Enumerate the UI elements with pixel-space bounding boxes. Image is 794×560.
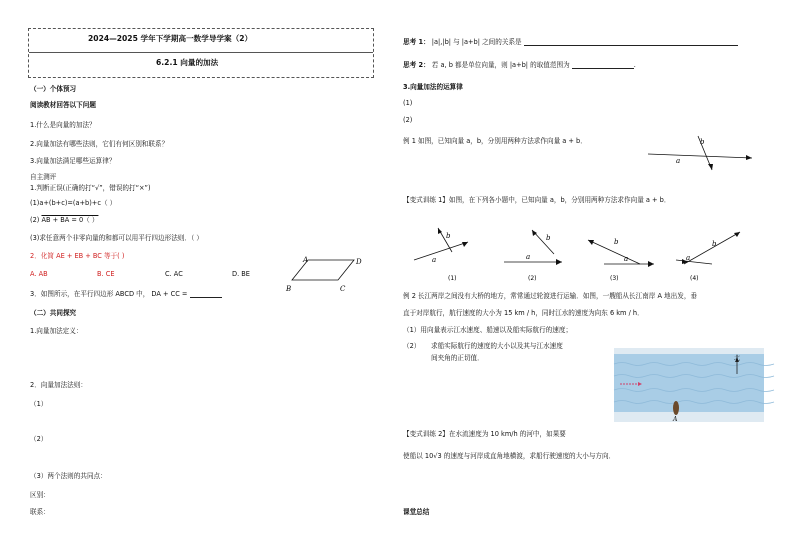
think-2-label: 思考 2： bbox=[403, 61, 430, 69]
vertex-b: B bbox=[286, 285, 292, 293]
parallelogram-question-text: 3．如图所示，在平行四边形 ABCD 中， bbox=[30, 290, 150, 298]
river-figure bbox=[614, 348, 764, 422]
header-divider bbox=[29, 52, 373, 53]
boat-point-a: A bbox=[673, 416, 678, 423]
think-1 bbox=[403, 38, 738, 46]
example-2-question-2-line-1: 求船实际航行的速度的大小以及其与江水速度 bbox=[431, 342, 563, 350]
example-2-line-1: 例 2 长江两岸之间没有大桥的地方，常常通过轮渡进行运输．如图，一艘船从长江南岸 A 地出发，垂 bbox=[403, 292, 698, 300]
variant-2-line-2: 使船以 10√3 的速度与河岸成直角地横渡，求船行驶速度的大小与方向． bbox=[403, 452, 616, 460]
explore-rule-2: （2） bbox=[30, 435, 48, 443]
vector-b-arrowhead bbox=[708, 164, 713, 170]
example-2-question-1: （1）用向量表示江水速度、船速以及船实际航行的速度； bbox=[403, 326, 573, 334]
vertex-d: D bbox=[356, 258, 362, 266]
vertex-a: A bbox=[303, 256, 309, 264]
variant-1-figure-2 bbox=[500, 224, 580, 282]
option-c: C. AC bbox=[165, 270, 183, 278]
fig4-vector-b bbox=[684, 232, 740, 264]
fig2-label-b: b bbox=[546, 234, 551, 242]
parallelogram-shape bbox=[292, 260, 354, 280]
variant-2-line-1: 【变式训练 2】在水流速度为 10 km/h 的河中，如果要 bbox=[403, 430, 566, 438]
boat-icon bbox=[673, 401, 679, 415]
example-1: 例 1 如图，已知向量 a，b，分别用两种方法求作向量 a + b． bbox=[403, 137, 587, 145]
question-3: 3.向量加法满足哪些运算律？ bbox=[30, 157, 116, 165]
fig2-arrow-a bbox=[556, 259, 562, 265]
variant-1: 【变式训练 1】如图，在下列各小题中，已知向量 a，b，分别用两种方法求作向量 a + b． bbox=[403, 196, 671, 204]
section-joint-exploration: （二）共同探究 bbox=[30, 309, 77, 317]
explore-definition: 1.向量加法定义： bbox=[30, 327, 83, 335]
fig1-arrow-a bbox=[462, 242, 468, 247]
ex1-label-a: a bbox=[676, 157, 681, 165]
summary-heading: 课堂总结 bbox=[403, 508, 430, 516]
ex1-label-b: b bbox=[700, 138, 705, 146]
fig4-vector-a bbox=[676, 260, 712, 264]
judge-item-2-number: (2) bbox=[30, 216, 40, 224]
fig2-caption: (2) bbox=[528, 275, 537, 282]
option-b: B. CE bbox=[97, 270, 115, 278]
vector-a-arrowhead bbox=[746, 155, 752, 160]
north-label: 北 bbox=[734, 355, 741, 362]
think-1-blank[interactable] bbox=[524, 45, 738, 46]
lesson-title: 6.2.1 向量的加法 bbox=[156, 58, 219, 67]
judge-item-2 bbox=[30, 216, 98, 224]
fig4-label-a: a bbox=[686, 254, 691, 262]
explore-connection: 联系： bbox=[30, 508, 50, 516]
example-2-line-2: 直于对岸航行，航行速度的大小为 15 km / h，同时江水的速度为向东 6 km / h． bbox=[403, 309, 644, 317]
parallelogram-question bbox=[30, 290, 222, 298]
fig1-label-b: b bbox=[446, 232, 451, 240]
variant-1-figure-4 bbox=[672, 224, 752, 282]
law-2: (2) bbox=[403, 116, 413, 124]
fig1-vector-a bbox=[414, 242, 468, 260]
example-1-figure bbox=[648, 136, 758, 172]
answer-blank[interactable] bbox=[190, 297, 222, 298]
question-2: 2.向量加法有哪些法则，它们有何区别和联系？ bbox=[30, 140, 169, 148]
explore-rule-1: （1） bbox=[30, 400, 48, 408]
explore-difference: 区别： bbox=[30, 491, 50, 499]
explore-common: （3）两个法则的共同点： bbox=[30, 472, 107, 480]
fig3-label-b: b bbox=[614, 238, 619, 246]
fig4-caption: (4) bbox=[690, 275, 699, 282]
think-2-text: 若 a, b 都是单位向量，则 |a+b| 的取值范围为 bbox=[431, 61, 570, 69]
think-2: 思考 2： 若 a, b 都是单位向量，则 |a+b| 的取值范围为 . bbox=[403, 61, 636, 69]
think-2-blank[interactable] bbox=[572, 68, 634, 69]
think-1-text: |a|,|b| 与 |a+b| 之间的关系是 bbox=[431, 38, 522, 46]
variant-1-figure-3 bbox=[584, 224, 664, 282]
option-a: A. AB bbox=[30, 270, 48, 278]
fig1-caption: (1) bbox=[448, 275, 457, 282]
vector-a-line bbox=[648, 154, 752, 158]
vertex-c: C bbox=[340, 285, 346, 293]
explore-rules: 2．向量加法法则： bbox=[30, 381, 87, 389]
section-individual-preview: （一）个体预习 bbox=[30, 85, 77, 93]
fig3-label-a: a bbox=[624, 255, 629, 263]
question-1: 1.什么是向量的加法？ bbox=[30, 121, 96, 129]
example-2-question-2-line-2: 间夹角的正切值． bbox=[431, 354, 484, 362]
variant-1-figure-1 bbox=[408, 224, 488, 282]
law-title: 3.向量加法的运算律 bbox=[403, 83, 463, 91]
fig2-label-a: a bbox=[526, 253, 531, 261]
example-2-question-2-number: （2） bbox=[403, 342, 421, 350]
fig3-caption: (3) bbox=[610, 275, 619, 282]
judge-instruction: 1.判断正误(正确的打“√”，错误的打“×”) bbox=[30, 184, 151, 192]
self-test-heading: 自主测评 bbox=[30, 173, 57, 181]
fig3-arrow-a bbox=[648, 261, 654, 267]
think-1-label: 思考 1： bbox=[403, 38, 430, 46]
choice-question: 2．化简 AE + EB + BC 等于( ) bbox=[30, 252, 125, 260]
reading-tip: 阅读教材回答以下问题 bbox=[30, 101, 96, 109]
judge-item-2-equation: AB + BA = 0（ ） bbox=[41, 216, 99, 224]
page-title: 2024—2025 学年下学期高一数学导学案（2） bbox=[88, 34, 253, 43]
fig1-label-a: a bbox=[432, 256, 437, 264]
law-1: (1) bbox=[403, 99, 413, 107]
judge-item-3: (3)求任意两个非零向量的和都可以用平行四边形法则．（ ） bbox=[30, 234, 203, 242]
fig4-label-b: b bbox=[712, 240, 717, 248]
option-d: D. BE bbox=[232, 270, 250, 278]
judge-item-1: (1)a+(b+c)=(a+b)+c（ ） bbox=[30, 199, 117, 207]
parallelogram-figure bbox=[284, 254, 374, 296]
parallelogram-question-expr: DA + CC = bbox=[151, 290, 188, 298]
